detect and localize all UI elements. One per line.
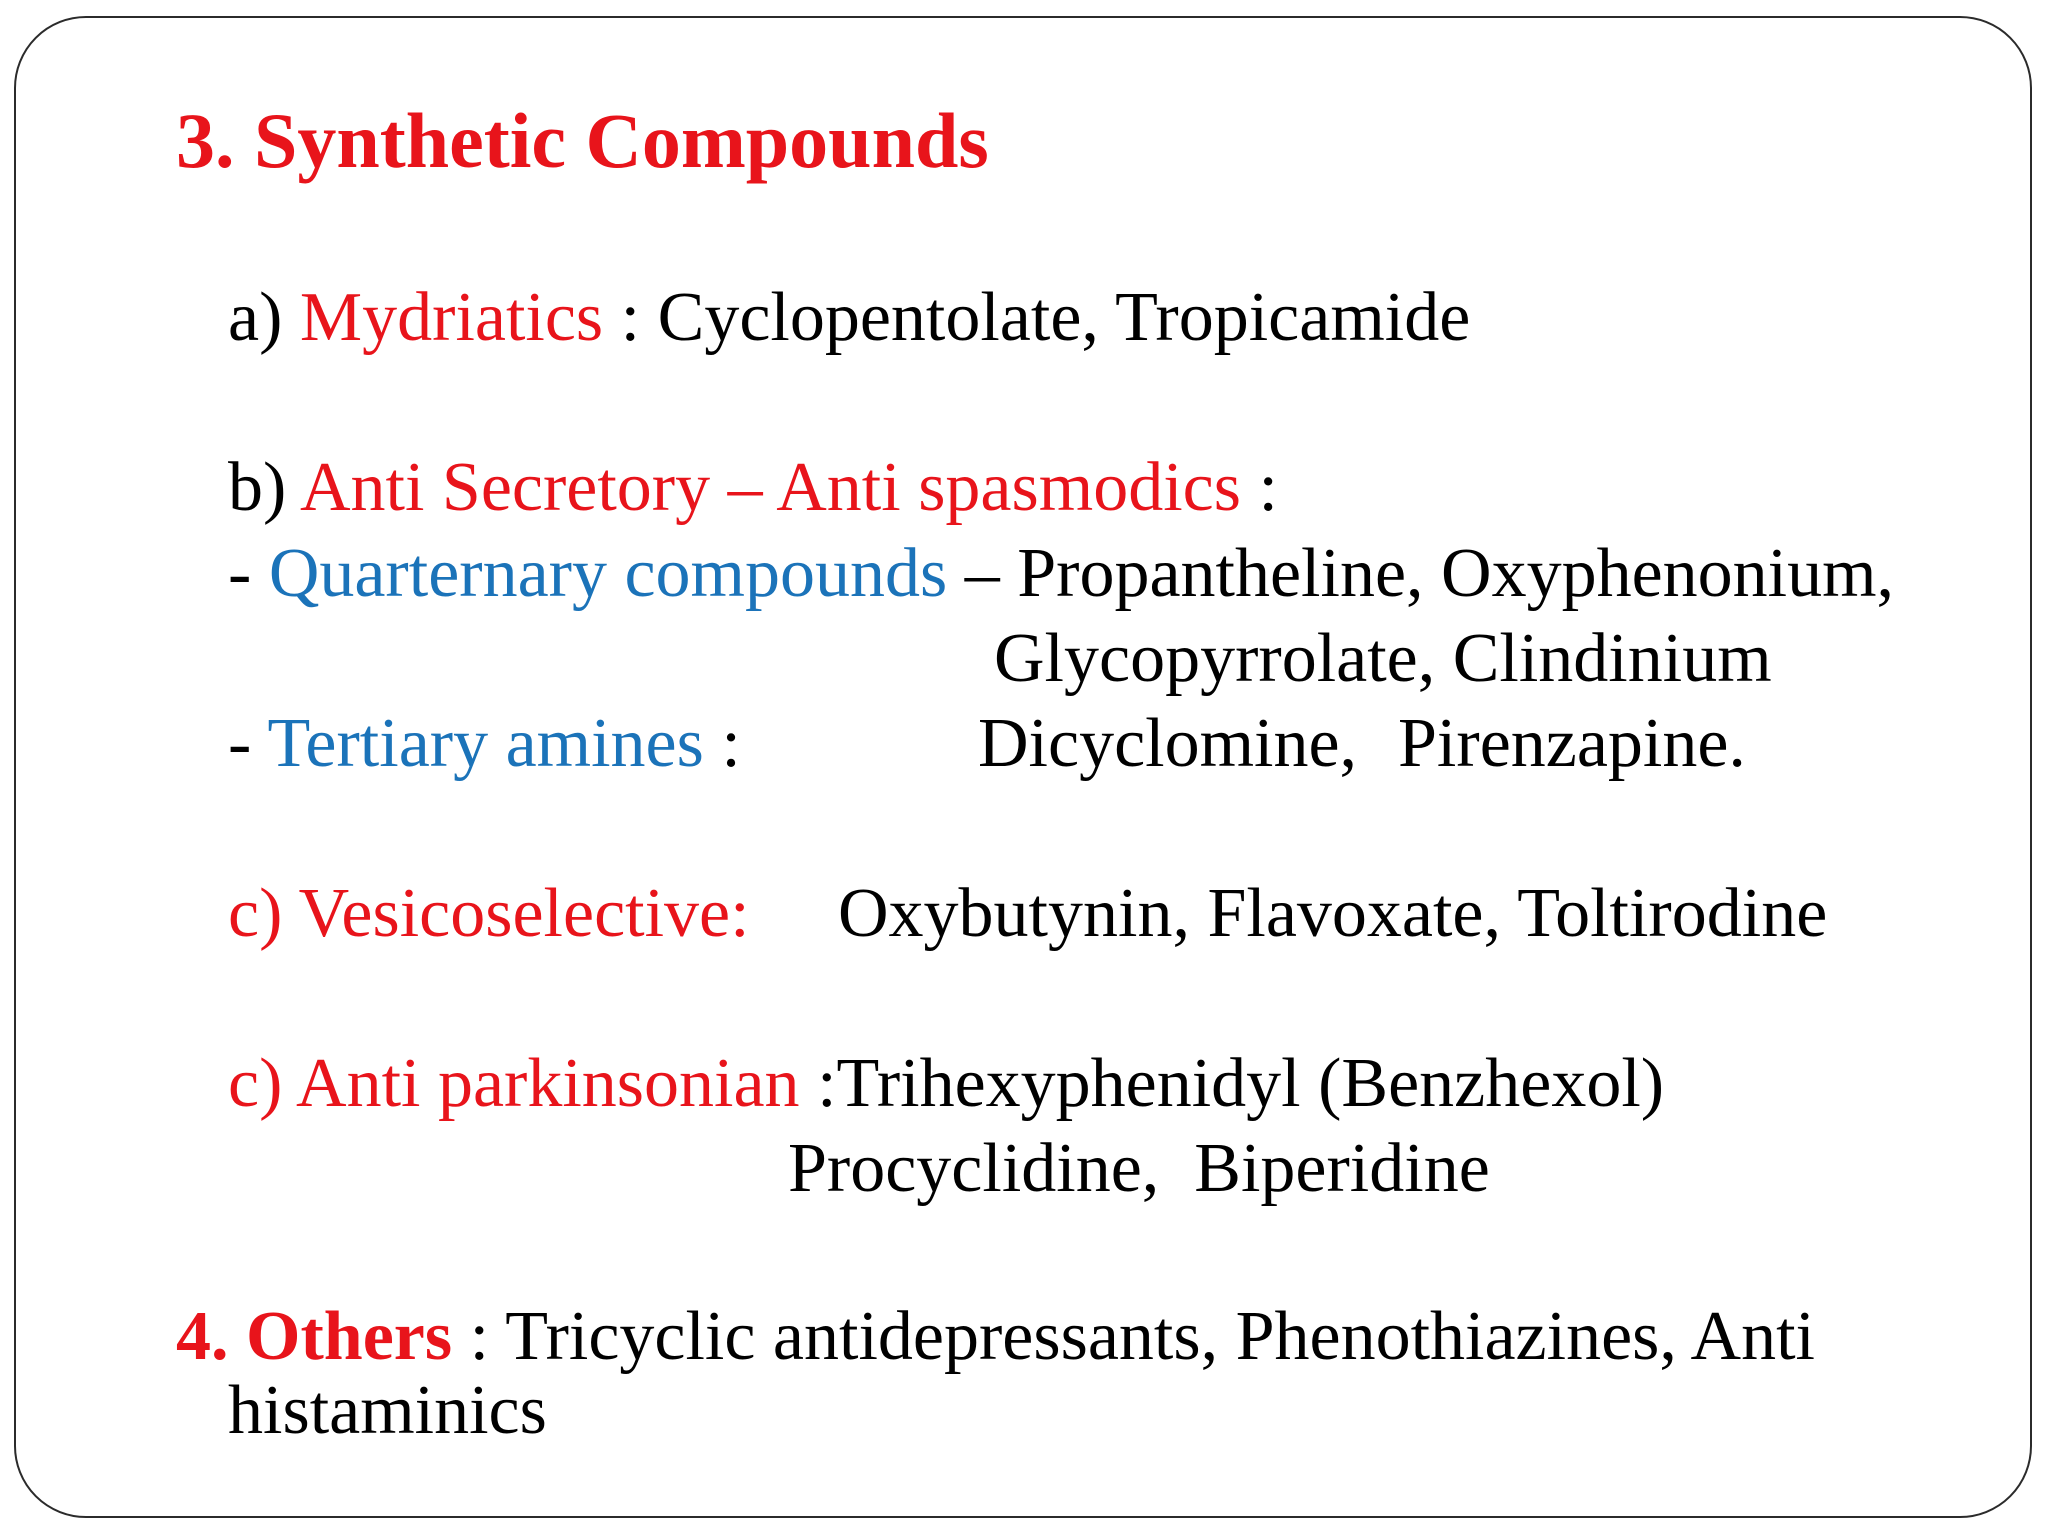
section-others bbox=[176, 1298, 1815, 1375]
item-label: Mydriatics bbox=[299, 279, 604, 356]
item-drugs: Cyclopentolate, Tropicamide bbox=[657, 279, 1471, 356]
item-vesicoselective-label: c) Vesicoselective: bbox=[228, 875, 750, 952]
section-separator: : bbox=[452, 1298, 506, 1375]
subitem-separator: – bbox=[947, 535, 1018, 612]
item-prefix: b) bbox=[228, 449, 300, 526]
item-anti-parkinsonian-continued: Procyclidine, Biperidine bbox=[788, 1130, 1490, 1207]
section-label: 4. Others bbox=[176, 1298, 453, 1375]
subitem-label: Tertiary amines bbox=[267, 705, 704, 782]
slide-title: 3. Synthetic Compounds bbox=[176, 97, 989, 184]
subitem-separator: : bbox=[703, 705, 741, 782]
item-label: Anti Secretory – Anti spasmodics bbox=[299, 449, 1241, 526]
item-prefix: a) bbox=[228, 279, 300, 356]
item-drugs: Trihexyphenidyl (Benzhexol) bbox=[836, 1045, 1665, 1122]
item-label: c) Anti parkinsonian bbox=[228, 1045, 800, 1122]
subitem-quarternary-continued: Glycopyrrolate, Clindinium bbox=[994, 620, 1772, 697]
item-mydriatics bbox=[228, 279, 1471, 356]
subitem-quarternary bbox=[228, 535, 1895, 612]
subitem-tertiary bbox=[228, 705, 741, 782]
item-vesicoselective-drugs: Oxybutynin, Flavoxate, Toltirodine bbox=[838, 875, 1828, 952]
subitem-drugs: Propantheline, Oxyphenonium, bbox=[1017, 535, 1895, 612]
subitem-tertiary-drug-2: Pirenzapine. bbox=[1398, 705, 1746, 782]
item-separator: : bbox=[603, 279, 658, 356]
subitem-tertiary-drug-1: Dicyclomine, bbox=[978, 705, 1358, 782]
section-others-continued: histaminics bbox=[228, 1372, 547, 1449]
subitem-label: Quarternary compounds bbox=[268, 535, 948, 612]
item-anti-secretory bbox=[228, 449, 1278, 526]
subitem-dash: - bbox=[228, 705, 268, 782]
item-anti-parkinsonian bbox=[228, 1045, 1665, 1122]
item-separator: : bbox=[799, 1045, 837, 1122]
section-text: Tricyclic antidepressants, Phenothiazines, Anti bbox=[505, 1298, 1815, 1375]
subitem-dash: - bbox=[228, 535, 269, 612]
item-separator: : bbox=[1240, 449, 1278, 526]
